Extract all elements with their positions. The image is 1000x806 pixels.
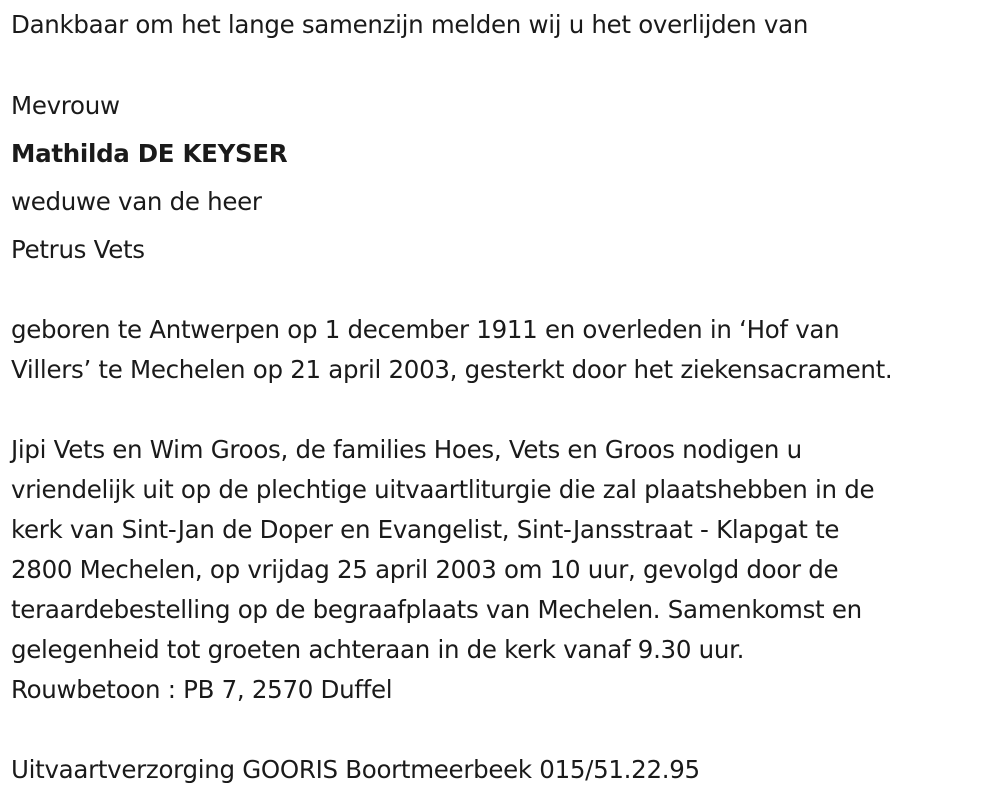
invitation-line: Jipi Vets en Wim Groos, de families Hoes, Vets en Groos nodigen u (11, 435, 802, 464)
birth-death-line: Villers’ te Mechelen op 21 april 2003, gesterkt door het ziekensacrament. (11, 355, 893, 384)
deceased-name: Mathilda DE KEYSER (11, 139, 288, 168)
invitation-line: gelegenheid tot groeten achteraan in de kerk vanaf 9.30 uur. (11, 635, 745, 664)
invitation-line: vriendelijk uit op de plechtige uitvaartliturgie die zal plaatshebben in de (11, 475, 875, 504)
undertaker-line: Uitvaartverzorging GOORIS Boortmeerbeek 015/51.22.95 (11, 755, 700, 784)
condolence-address: Rouwbetoon : PB 7, 2570 Duffel (11, 675, 393, 704)
invitation-line: teraardebestelling op de begraafplaats van Mechelen. Samenkomst en (11, 595, 862, 624)
birth-death-line: geboren te Antwerpen op 1 december 1911 en overleden in ‘Hof van (11, 315, 840, 344)
intro-text: Dankbaar om het lange samenzijn melden wij u het overlijden van (11, 10, 809, 39)
salutation: Mevrouw (11, 91, 120, 120)
invitation-line: 2800 Mechelen, op vrijdag 25 april 2003 om 10 uur, gevolgd door de (11, 555, 839, 584)
spouse-name: Petrus Vets (11, 235, 145, 264)
invitation-line: kerk van Sint-Jan de Doper en Evangelist, Sint-Jansstraat - Klapgat te (11, 515, 840, 544)
relation-text: weduwe van de heer (11, 187, 262, 216)
